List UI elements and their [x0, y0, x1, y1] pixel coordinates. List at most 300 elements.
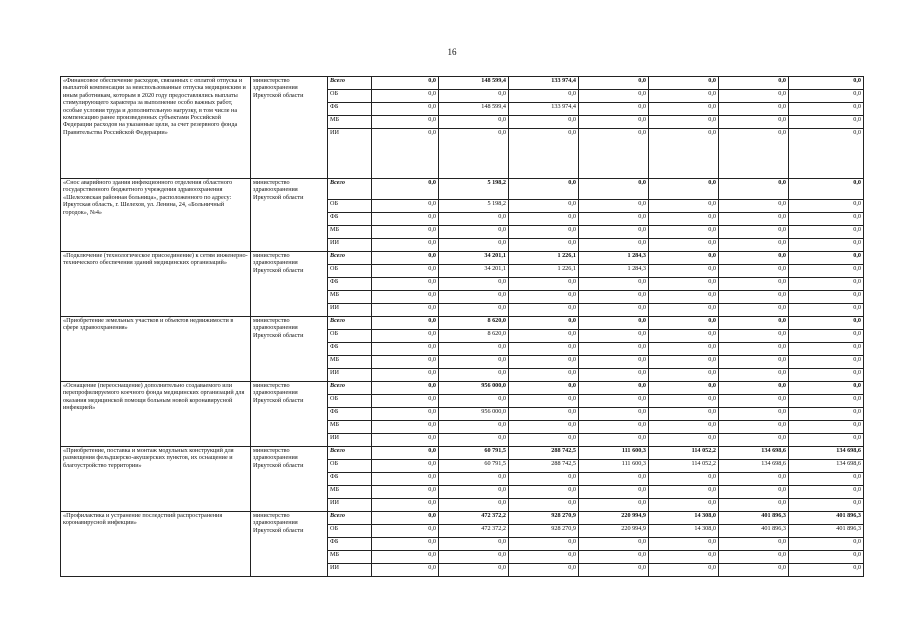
amount-cell: 0,0	[509, 382, 579, 395]
amount-cell: 0,0	[579, 330, 649, 343]
amount-cell: 0,0	[372, 239, 439, 252]
amount-cell: 0,0	[719, 213, 789, 226]
amount-cell: 0,0	[649, 116, 719, 129]
amount-cell: 0,0	[649, 103, 719, 116]
funding-source: ФБ	[328, 278, 372, 291]
funding-source: Всего	[328, 77, 372, 90]
amount-cell: 0,0	[509, 343, 579, 356]
funding-source: ФБ	[328, 408, 372, 421]
amount-cell: 134 698,6	[719, 447, 789, 460]
amount-cell: 0,0	[372, 473, 439, 486]
amount-cell: 0,0	[649, 421, 719, 434]
amount-cell: 956 000,0	[439, 382, 509, 395]
amount-cell: 0,0	[789, 252, 864, 265]
amount-cell: 0,0	[719, 239, 789, 252]
amount-cell: 401 896,3	[789, 525, 864, 538]
amount-cell: 0,0	[649, 239, 719, 252]
amount-cell: 0,0	[789, 200, 864, 213]
amount-cell: 0,0	[372, 343, 439, 356]
amount-cell: 0,0	[649, 265, 719, 278]
amount-cell: 0,0	[439, 473, 509, 486]
responsible-executor: министерство здравоохранения Иркутской области	[251, 252, 328, 317]
funding-source: МБ	[328, 116, 372, 129]
amount-cell: 0,0	[719, 317, 789, 330]
amount-cell: 0,0	[372, 382, 439, 395]
amount-cell: 0,0	[789, 330, 864, 343]
funding-source: МБ	[328, 226, 372, 239]
amount-cell: 0,0	[372, 265, 439, 278]
amount-cell: 0,0	[789, 213, 864, 226]
amount-cell: 0,0	[509, 278, 579, 291]
funding-source: ОБ	[328, 90, 372, 103]
amount-cell: 0,0	[372, 369, 439, 382]
amount-cell: 0,0	[372, 226, 439, 239]
amount-cell: 0,0	[789, 551, 864, 564]
amount-cell: 34 201,1	[439, 265, 509, 278]
amount-cell: 0,0	[789, 486, 864, 499]
amount-cell: 0,0	[509, 330, 579, 343]
amount-cell: 0,0	[579, 278, 649, 291]
amount-cell: 0,0	[579, 116, 649, 129]
amount-cell: 0,0	[649, 278, 719, 291]
amount-cell: 133 974,4	[509, 77, 579, 90]
amount-cell: 0,0	[789, 291, 864, 304]
amount-cell: 0,0	[649, 317, 719, 330]
amount-cell: 0,0	[789, 369, 864, 382]
measure-description: «Профилактика и устранение последствий распространения коронавирусной инфекции»	[61, 512, 251, 577]
amount-cell: 0,0	[789, 90, 864, 103]
amount-cell: 0,0	[579, 213, 649, 226]
amount-cell: 0,0	[649, 356, 719, 369]
amount-cell: 0,0	[789, 408, 864, 421]
amount-cell: 0,0	[719, 330, 789, 343]
amount-cell: 0,0	[719, 408, 789, 421]
funding-source: ИИ	[328, 564, 372, 577]
amount-cell: 111 600,3	[579, 447, 649, 460]
amount-cell: 0,0	[372, 499, 439, 512]
funding-source: МБ	[328, 421, 372, 434]
amount-cell: 0,0	[579, 103, 649, 116]
amount-cell: 0,0	[372, 317, 439, 330]
amount-cell: 0,0	[719, 116, 789, 129]
funding-source: ИИ	[328, 129, 372, 179]
table-row	[61, 77, 864, 90]
funding-source: ИИ	[328, 369, 372, 382]
amount-cell: 0,0	[439, 226, 509, 239]
amount-cell: 0,0	[719, 90, 789, 103]
responsible-executor: министерство здравоохранения Иркутской области	[251, 179, 328, 252]
amount-cell: 0,0	[509, 551, 579, 564]
amount-cell: 0,0	[579, 291, 649, 304]
amount-cell: 220 994,9	[579, 512, 649, 525]
responsible-executor: министерство здравоохранения Иркутской области	[251, 317, 328, 382]
amount-cell: 0,0	[439, 564, 509, 577]
amount-cell: 0,0	[579, 421, 649, 434]
amount-cell: 0,0	[649, 486, 719, 499]
amount-cell: 0,0	[372, 525, 439, 538]
amount-cell: 0,0	[719, 421, 789, 434]
responsible-executor: министерство здравоохранения Иркутской области	[251, 77, 328, 179]
amount-cell: 0,0	[509, 213, 579, 226]
amount-cell: 928 270,9	[509, 525, 579, 538]
amount-cell: 0,0	[789, 382, 864, 395]
amount-cell: 0,0	[789, 179, 864, 200]
amount-cell: 401 896,3	[789, 512, 864, 525]
amount-cell: 0,0	[509, 239, 579, 252]
amount-cell: 0,0	[789, 317, 864, 330]
funding-source: Всего	[328, 382, 372, 395]
funding-source: МБ	[328, 291, 372, 304]
amount-cell: 0,0	[789, 239, 864, 252]
amount-cell: 0,0	[649, 330, 719, 343]
amount-cell: 0,0	[649, 179, 719, 200]
amount-cell: 0,0	[789, 395, 864, 408]
amount-cell: 0,0	[719, 499, 789, 512]
amount-cell: 0,0	[719, 291, 789, 304]
amount-cell: 0,0	[579, 317, 649, 330]
amount-cell: 1 284,3	[579, 265, 649, 278]
funding-source: ИИ	[328, 434, 372, 447]
amount-cell: 0,0	[372, 564, 439, 577]
amount-cell: 14 308,0	[649, 525, 719, 538]
amount-cell: 148 599,4	[439, 77, 509, 90]
amount-cell: 0,0	[719, 473, 789, 486]
amount-cell: 0,0	[509, 90, 579, 103]
amount-cell: 0,0	[509, 116, 579, 129]
amount-cell: 0,0	[579, 369, 649, 382]
amount-cell: 0,0	[372, 434, 439, 447]
funding-source: Всего	[328, 179, 372, 200]
amount-cell: 0,0	[719, 278, 789, 291]
amount-cell: 114 052,2	[649, 447, 719, 460]
table-row	[61, 179, 864, 200]
amount-cell: 0,0	[509, 434, 579, 447]
amount-cell: 0,0	[509, 129, 579, 179]
funding-source: Всего	[328, 317, 372, 330]
amount-cell: 0,0	[372, 90, 439, 103]
table-row	[61, 317, 864, 330]
amount-cell: 0,0	[649, 90, 719, 103]
amount-cell: 0,0	[789, 278, 864, 291]
amount-cell: 0,0	[439, 538, 509, 551]
amount-cell: 0,0	[439, 434, 509, 447]
amount-cell: 0,0	[719, 369, 789, 382]
amount-cell: 114 052,2	[649, 460, 719, 473]
amount-cell: 0,0	[649, 291, 719, 304]
amount-cell: 0,0	[372, 213, 439, 226]
measure-description: «Финансовое обеспечение расходов, связанных с оплатой отпуска и выплатой компенсации за неиспользованные отпуска медицинским и иным работникам, которым в 2020 году предоставлялись выплаты стимулирующего характера за выполнение особо важных работ, особые условия труда и дополнительную нагрузку, в том числе на компенсацию ранее произведенных субъектами Российской Федерации расходов на указанные цели, за счет резервного фонда Правительства Российской Федерации»	[61, 77, 251, 179]
amount-cell: 8 620,0	[439, 330, 509, 343]
amount-cell: 0,0	[789, 343, 864, 356]
amount-cell: 0,0	[789, 421, 864, 434]
amount-cell: 0,0	[439, 90, 509, 103]
amount-cell: 0,0	[372, 304, 439, 317]
amount-cell: 0,0	[719, 129, 789, 179]
funding-source: ОБ	[328, 395, 372, 408]
amount-cell: 0,0	[579, 356, 649, 369]
amount-cell: 0,0	[579, 129, 649, 179]
amount-cell: 0,0	[579, 395, 649, 408]
amount-cell: 0,0	[372, 356, 439, 369]
funding-source: ИИ	[328, 239, 372, 252]
amount-cell: 0,0	[372, 551, 439, 564]
amount-cell: 220 994,9	[579, 525, 649, 538]
amount-cell: 0,0	[649, 200, 719, 213]
amount-cell: 0,0	[649, 538, 719, 551]
amount-cell: 0,0	[439, 239, 509, 252]
amount-cell: 0,0	[579, 408, 649, 421]
amount-cell: 0,0	[719, 538, 789, 551]
amount-cell: 0,0	[789, 77, 864, 90]
amount-cell: 0,0	[372, 330, 439, 343]
amount-cell: 0,0	[649, 226, 719, 239]
amount-cell: 5 198,2	[439, 179, 509, 200]
amount-cell: 0,0	[372, 77, 439, 90]
amount-cell: 0,0	[649, 382, 719, 395]
funding-source: Всего	[328, 447, 372, 460]
amount-cell: 0,0	[439, 278, 509, 291]
amount-cell: 0,0	[372, 512, 439, 525]
amount-cell: 928 270,9	[509, 512, 579, 525]
amount-cell: 0,0	[509, 538, 579, 551]
amount-cell: 0,0	[789, 538, 864, 551]
amount-cell: 0,0	[719, 103, 789, 116]
amount-cell: 288 742,5	[509, 447, 579, 460]
amount-cell: 0,0	[372, 103, 439, 116]
amount-cell: 0,0	[372, 200, 439, 213]
amount-cell: 0,0	[372, 291, 439, 304]
amount-cell: 111 600,3	[579, 460, 649, 473]
amount-cell: 956 000,0	[439, 408, 509, 421]
responsible-executor: министерство здравоохранения Иркутской области	[251, 512, 328, 577]
amount-cell: 0,0	[719, 382, 789, 395]
measure-description: «Оснащение (переоснащение) дополнительно создаваемого или перепрофилируемого коечного фонда медицинских организаций для оказания медицинской помощи больным новой коронавирусной инфекцией»	[61, 382, 251, 447]
funding-source: Всего	[328, 252, 372, 265]
amount-cell: 0,0	[719, 226, 789, 239]
amount-cell: 0,0	[789, 473, 864, 486]
amount-cell: 0,0	[789, 434, 864, 447]
amount-cell: 0,0	[579, 564, 649, 577]
funding-source: ФБ	[328, 343, 372, 356]
amount-cell: 0,0	[649, 564, 719, 577]
amount-cell: 0,0	[439, 291, 509, 304]
funding-source: Всего	[328, 512, 372, 525]
amount-cell: 0,0	[579, 77, 649, 90]
amount-cell: 0,0	[719, 77, 789, 90]
amount-cell: 0,0	[649, 304, 719, 317]
amount-cell: 0,0	[439, 356, 509, 369]
amount-cell: 0,0	[649, 434, 719, 447]
amount-cell: 0,0	[579, 382, 649, 395]
amount-cell: 0,0	[719, 356, 789, 369]
amount-cell: 0,0	[649, 77, 719, 90]
funding-source: ОБ	[328, 200, 372, 213]
amount-cell: 288 742,5	[509, 460, 579, 473]
amount-cell: 0,0	[372, 460, 439, 473]
amount-cell: 0,0	[719, 343, 789, 356]
amount-cell: 0,0	[509, 473, 579, 486]
amount-cell: 0,0	[439, 116, 509, 129]
amount-cell: 0,0	[719, 395, 789, 408]
amount-cell: 0,0	[509, 200, 579, 213]
amount-cell: 0,0	[372, 116, 439, 129]
amount-cell: 0,0	[579, 434, 649, 447]
amount-cell: 0,0	[649, 499, 719, 512]
funding-source: ФБ	[328, 103, 372, 116]
amount-cell: 0,0	[649, 551, 719, 564]
amount-cell: 0,0	[719, 265, 789, 278]
amount-cell: 0,0	[509, 486, 579, 499]
amount-cell: 0,0	[579, 179, 649, 200]
funding-source: МБ	[328, 486, 372, 499]
amount-cell: 0,0	[579, 90, 649, 103]
amount-cell: 0,0	[439, 304, 509, 317]
amount-cell: 134 698,6	[789, 460, 864, 473]
funding-source: МБ	[328, 551, 372, 564]
amount-cell: 0,0	[649, 473, 719, 486]
amount-cell: 0,0	[509, 304, 579, 317]
amount-cell: 0,0	[439, 395, 509, 408]
amount-cell: 0,0	[509, 226, 579, 239]
amount-cell: 34 201,1	[439, 252, 509, 265]
amount-cell: 0,0	[719, 179, 789, 200]
page-number: 16	[447, 47, 457, 57]
amount-cell: 0,0	[649, 395, 719, 408]
amount-cell: 0,0	[439, 421, 509, 434]
amount-cell: 0,0	[789, 564, 864, 577]
responsible-executor: министерство здравоохранения Иркутской области	[251, 382, 328, 447]
amount-cell: 0,0	[789, 129, 864, 179]
amount-cell: 134 698,6	[719, 460, 789, 473]
amount-cell: 0,0	[649, 129, 719, 179]
amount-cell: 0,0	[579, 551, 649, 564]
amount-cell: 60 791,5	[439, 447, 509, 460]
table-row	[61, 512, 864, 525]
amount-cell: 0,0	[439, 129, 509, 179]
measure-description: «Приобретение земельных участков и объектов недвижимости в сфере здравоохранения»	[61, 317, 251, 382]
amount-cell: 60 791,5	[439, 460, 509, 473]
amount-cell: 0,0	[509, 564, 579, 577]
measure-description: «Снос аварийного здания инфекционного отделения областного государственного бюджетного учреждения здравоохранения «Шелеховская районная больница», расположенного по адресу: Иркутская область, г. Шелехов, ул. Ленина, 24, «Больничный городок», №4»	[61, 179, 251, 252]
amount-cell: 0,0	[789, 356, 864, 369]
responsible-executor: министерство здравоохранения Иркутской области	[251, 447, 328, 512]
amount-cell: 0,0	[439, 499, 509, 512]
amount-cell: 0,0	[579, 499, 649, 512]
amount-cell: 0,0	[789, 304, 864, 317]
funding-table	[60, 76, 864, 577]
funding-source: ОБ	[328, 460, 372, 473]
amount-cell: 401 896,3	[719, 525, 789, 538]
amount-cell: 0,0	[372, 129, 439, 179]
amount-cell: 0,0	[372, 395, 439, 408]
table-row	[61, 447, 864, 460]
amount-cell: 148 599,4	[439, 103, 509, 116]
amount-cell: 0,0	[509, 317, 579, 330]
amount-cell: 0,0	[579, 486, 649, 499]
amount-cell: 0,0	[719, 486, 789, 499]
amount-cell: 0,0	[439, 369, 509, 382]
amount-cell: 0,0	[509, 408, 579, 421]
amount-cell: 133 974,4	[509, 103, 579, 116]
funding-source: ОБ	[328, 525, 372, 538]
amount-cell: 0,0	[439, 213, 509, 226]
amount-cell: 0,0	[719, 551, 789, 564]
funding-source: ФБ	[328, 213, 372, 226]
amount-cell: 0,0	[719, 252, 789, 265]
amount-cell: 1 226,1	[509, 252, 579, 265]
amount-cell: 0,0	[719, 200, 789, 213]
amount-cell: 0,0	[789, 226, 864, 239]
table-row	[61, 252, 864, 265]
funding-source: ОБ	[328, 265, 372, 278]
amount-cell: 0,0	[649, 252, 719, 265]
amount-cell: 0,0	[509, 369, 579, 382]
amount-cell: 0,0	[439, 551, 509, 564]
amount-cell: 0,0	[649, 408, 719, 421]
funding-source: ФБ	[328, 538, 372, 551]
funding-source: ФБ	[328, 473, 372, 486]
amount-cell: 0,0	[579, 226, 649, 239]
amount-cell: 472 372,2	[439, 512, 509, 525]
table-row	[61, 382, 864, 395]
amount-cell: 0,0	[579, 343, 649, 356]
amount-cell: 0,0	[789, 265, 864, 278]
amount-cell: 0,0	[719, 434, 789, 447]
amount-cell: 0,0	[509, 499, 579, 512]
amount-cell: 401 896,3	[719, 512, 789, 525]
amount-cell: 0,0	[439, 343, 509, 356]
funding-source: ИИ	[328, 304, 372, 317]
amount-cell: 0,0	[439, 486, 509, 499]
amount-cell: 0,0	[509, 356, 579, 369]
amount-cell: 0,0	[579, 538, 649, 551]
amount-cell: 1 284,3	[579, 252, 649, 265]
amount-cell: 0,0	[372, 538, 439, 551]
amount-cell: 14 308,0	[649, 512, 719, 525]
amount-cell: 472 372,2	[439, 525, 509, 538]
amount-cell: 0,0	[579, 304, 649, 317]
amount-cell: 0,0	[579, 239, 649, 252]
amount-cell: 0,0	[509, 421, 579, 434]
amount-cell: 0,0	[789, 499, 864, 512]
funding-source: ОБ	[328, 330, 372, 343]
amount-cell: 0,0	[509, 179, 579, 200]
amount-cell: 0,0	[372, 278, 439, 291]
amount-cell: 0,0	[579, 200, 649, 213]
amount-cell: 0,0	[372, 408, 439, 421]
amount-cell: 0,0	[372, 486, 439, 499]
amount-cell: 134 698,6	[789, 447, 864, 460]
amount-cell: 0,0	[579, 473, 649, 486]
amount-cell: 0,0	[372, 252, 439, 265]
amount-cell: 0,0	[372, 447, 439, 460]
amount-cell: 0,0	[719, 304, 789, 317]
amount-cell: 0,0	[509, 395, 579, 408]
amount-cell: 0,0	[789, 103, 864, 116]
amount-cell: 0,0	[649, 369, 719, 382]
amount-cell: 5 198,2	[439, 200, 509, 213]
amount-cell: 0,0	[649, 343, 719, 356]
amount-cell: 0,0	[789, 116, 864, 129]
amount-cell: 1 226,1	[509, 265, 579, 278]
measure-description: «Приобретение, поставка и монтаж модульных конструкций для размещения фельдшерско-акушерских пунктов, их оснащение и благоустройство территории»	[61, 447, 251, 512]
amount-cell: 0,0	[509, 291, 579, 304]
amount-cell: 0,0	[649, 213, 719, 226]
funding-source: ИИ	[328, 499, 372, 512]
amount-cell: 8 620,0	[439, 317, 509, 330]
amount-cell: 0,0	[719, 564, 789, 577]
measure-description: «Подключение (технологическое присоединение) к сетям инженерно-технического обеспечения зданий медицинских организаций»	[61, 252, 251, 317]
